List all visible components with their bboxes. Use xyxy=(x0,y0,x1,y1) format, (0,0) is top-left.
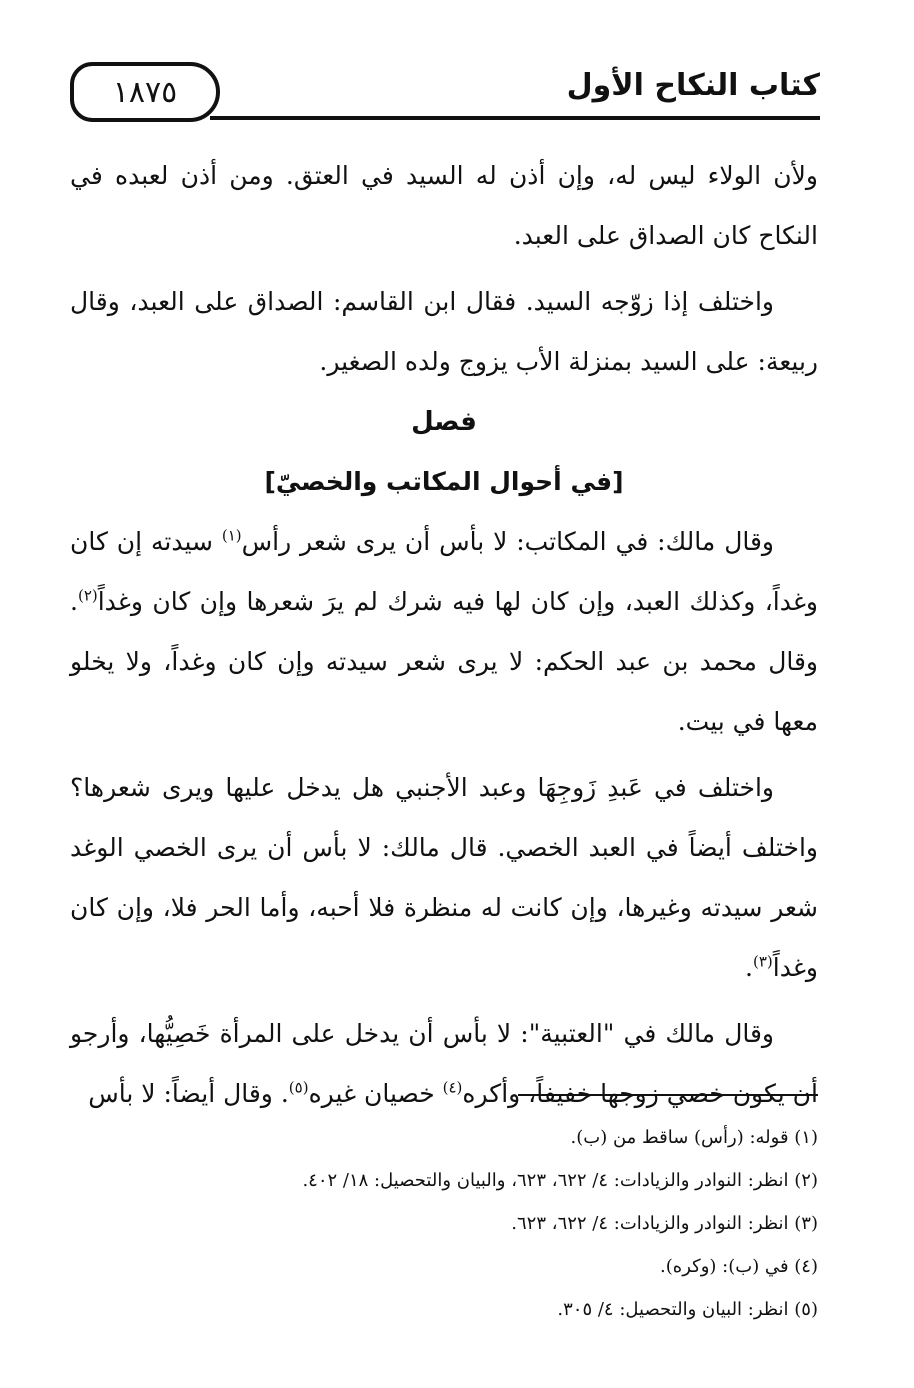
paragraph-3 xyxy=(70,512,818,752)
paragraph-3-text-a: وقال مالك: في المكاتب: لا بأس أن يرى شعر رأس xyxy=(241,527,774,556)
footnote-4: (٤) في (ب): (وكره). xyxy=(660,1256,818,1277)
paragraph-4-text-a: واختلف في عَبدِ زَوجِهَا وعبد الأجنبي هل يدخل عليها ويرى شعرها؟ واختلف أيضاً في العبد الخصي. قال مالك: لا بأس أن يرى الخصي الوغد شعر سيدته وغيرها، وإن كانت له منظرة فلا أحبه، وأما الحر فلا، وإن كان وغداً xyxy=(70,773,818,982)
paragraph-3-text-b: سيدته إن كان وغداً، وكذلك العبد، وإن كان لها فيه شرك لم يرَ شعرها وإن كان وغداً xyxy=(70,527,818,616)
section-subheading: [في أحوال المكاتب والخصيّ] xyxy=(264,467,624,496)
paragraph-5 xyxy=(70,1004,818,1124)
paragraph-3-text-c: . وقال محمد بن عبد الحكم: لا يرى شعر سيدته وإن كان وغداً، ولا يخلو معها في بيت. xyxy=(70,587,818,736)
running-title: كتاب النكاح الأول xyxy=(566,68,820,103)
page-number: ١٨٧٥ xyxy=(112,74,178,110)
paragraph-5-text-c: . وقال أيضاً: لا بأس xyxy=(88,1079,289,1108)
paragraph-2: واختلف إذا زوّجه السيد. فقال ابن القاسم: الصداق على العبد، وقال ربيعة: على السيد بمنزلة الأب يزوج ولده الصغير. xyxy=(70,287,818,376)
page-header xyxy=(70,62,820,126)
footnote-ref-1[interactable]: (١) xyxy=(221,526,242,545)
paragraph-5-text-b: خصيان غيره xyxy=(308,1079,443,1108)
footnote-ref-3[interactable]: (٣) xyxy=(753,952,773,971)
footnote-ref-4[interactable]: (٤) xyxy=(442,1078,463,1097)
page-body xyxy=(70,146,818,1124)
paragraph-1: ولأن الولاء ليس له، وإن أذن له السيد في العتق. ومن أذن لعبده في النكاح كان الصداق على العبد. xyxy=(70,161,818,250)
footnote-3: (٣) انظر: النوادر والزيادات: ٤/ ٦٢٢، ٦٢٣. xyxy=(511,1213,818,1234)
footnote-ref-5[interactable]: (٥) xyxy=(288,1078,309,1097)
header-rule xyxy=(210,116,820,120)
footnote-5: (٥) انظر: البيان والتحصيل: ٤/ ٣٠٥. xyxy=(557,1299,818,1320)
paragraph-5-text-a: وقال مالك في "العتبية": لا بأس أن يدخل على المرأة خَصِيُّها، وأرجو أن يكون خصي زوجها خفيفاً، وأكره xyxy=(70,1019,818,1108)
section-heading: فصل xyxy=(411,407,477,437)
footnote-1: (١) قوله: (رأس) ساقط من (ب). xyxy=(570,1127,818,1148)
page-number-badge xyxy=(70,62,220,122)
paragraph-4 xyxy=(70,758,818,998)
footnote-ref-2[interactable]: (٢) xyxy=(77,586,98,605)
footnotes-list xyxy=(70,1116,818,1331)
footnote-2: (٢) انظر: النوادر والزيادات: ٤/ ٦٢٢، ٦٢٣، والبيان والتحصيل: ١٨/ ٤٠٢. xyxy=(302,1170,818,1191)
footnote-separator xyxy=(518,1094,818,1096)
paragraph-4-text-b: . xyxy=(745,953,753,982)
